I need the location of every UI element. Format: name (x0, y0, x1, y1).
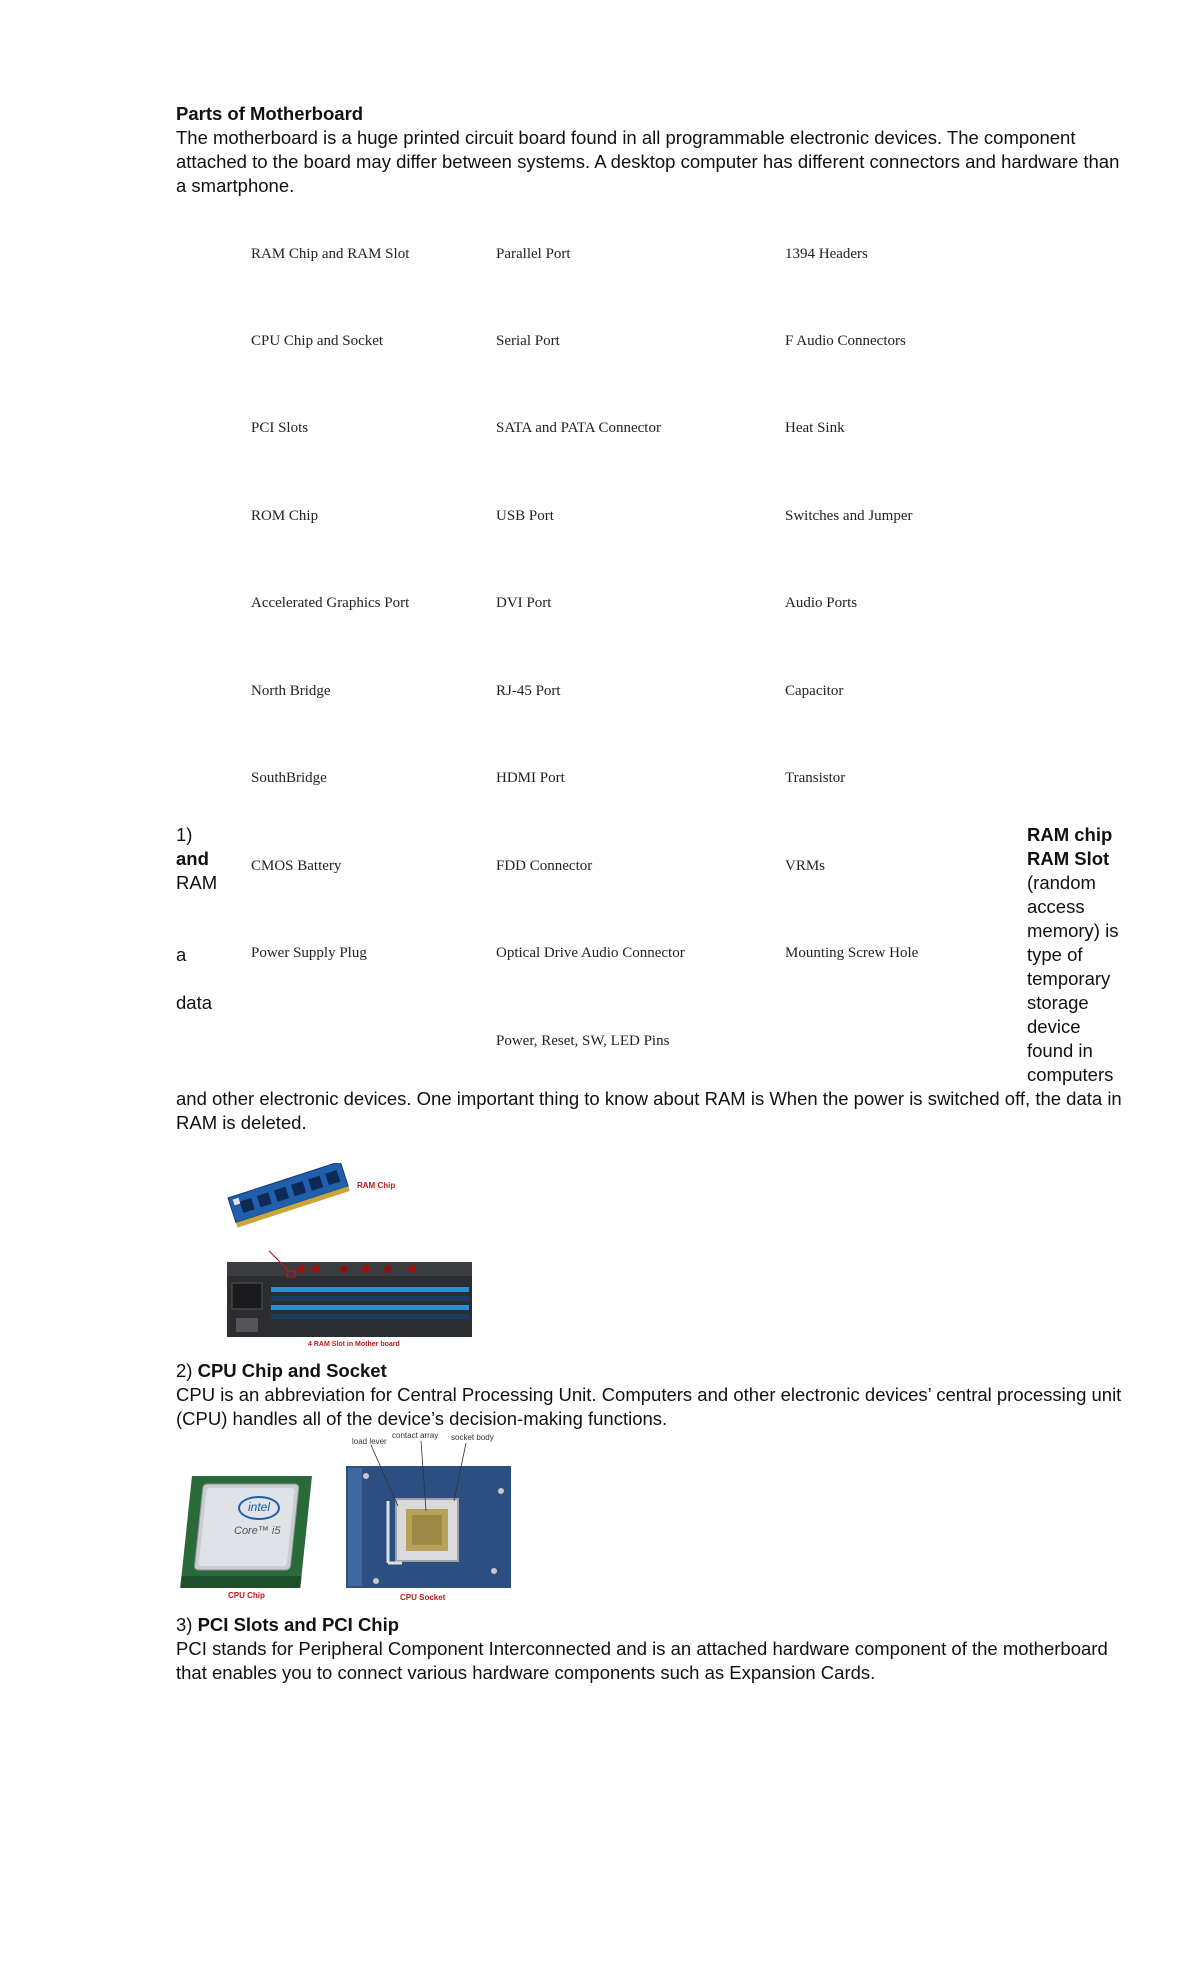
parts-table-cell: USB Port (496, 508, 554, 524)
parts-table-cell: Audio Ports (785, 595, 858, 611)
section2-paragraph: CPU is an abbreviation for Central Processing Unit. Computers and other electronic devices’ central processing unit (CPU) handles all of the device’s decision-making functions. (176, 1384, 1122, 1429)
section1-side-text: (random (1027, 872, 1096, 893)
parts-table-cell: SouthBridge (251, 770, 327, 786)
section1-fragment: a (176, 944, 187, 965)
section1-paragraph: and other electronic devices. One important thing to know about RAM is When the power is switched off, the data in RAM is deleted. (176, 1088, 1122, 1133)
parts-table-cell: Switches and Jumper (785, 508, 913, 524)
intro-paragraph: The motherboard is a huge printed circuit board found in all programmable electronic devices. The component attached to the board may differ between systems. A desktop computer has different connectors and hardware than a smartphone. (176, 127, 1120, 196)
section1-fragment: 1) (176, 824, 193, 845)
parts-table-cell: DVI Port (496, 595, 552, 611)
ram-illustration (176, 1163, 526, 1358)
section1-title: RAM Slot (1027, 848, 1110, 869)
parts-table-cell: ROM Chip (251, 508, 319, 524)
section1-side-text: found in (1027, 1040, 1093, 1061)
parts-table-cell: F Audio Connectors (785, 333, 906, 349)
intel-logo: intel (238, 1496, 280, 1520)
section3-paragraph: PCI stands for Peripheral Component Interconnected and is an attached hardware component of the motherboard that enables you to connect various hardware components such as Expansion Cards. (176, 1638, 1108, 1683)
cpu-chip-caption: CPU Chip (228, 1591, 265, 1600)
section1-side-text: memory) is (1027, 920, 1119, 941)
parts-table-cell: Power, Reset, SW, LED Pins (496, 1033, 670, 1049)
ram-figure (176, 1163, 526, 1358)
section1-side-text: computers (1027, 1064, 1114, 1085)
parts-table-cell: CMOS Battery (251, 858, 342, 874)
parts-table-cell: PCI Slots (251, 420, 309, 436)
parts-table-cell: SATA and PATA Connector (496, 420, 661, 436)
parts-table-cell: Serial Port (496, 333, 560, 349)
cpu-model-label: Core™ i5 (234, 1525, 281, 1537)
parts-table-cell: Parallel Port (496, 246, 571, 262)
parts-table-cell: RJ-45 Port (496, 683, 561, 699)
section1-side-text: temporary (1027, 968, 1111, 989)
parts-table-cell: CPU Chip and Socket (251, 333, 384, 349)
parts-table-cell: Optical Drive Audio Connector (496, 945, 685, 961)
socket-body-caption: socket body (451, 1433, 494, 1442)
cpu-socket-caption: CPU Socket (400, 1593, 446, 1602)
parts-table-cell: VRMs (785, 858, 826, 874)
cpu-figure (176, 1431, 516, 1606)
section1-side-text: storage (1027, 992, 1089, 1013)
section1-title: RAM chip (1027, 824, 1113, 845)
parts-table-cell: FDD Connector (496, 858, 593, 874)
parts-table-cell: 1394 Headers (785, 246, 868, 262)
ram-chip-caption: RAM Chip (357, 1181, 396, 1190)
section1-side-text: access (1027, 896, 1085, 917)
parts-table-cell: North Bridge (251, 683, 331, 699)
ram-slot-caption: 4 RAM Slot in Mother board (308, 1341, 400, 1348)
section1-fragment: data (176, 992, 213, 1013)
parts-table-cell: Heat Sink (785, 420, 845, 436)
section3-heading: 3) PCI Slots and PCI Chip (176, 1614, 400, 1635)
parts-table-cell: Accelerated Graphics Port (251, 595, 410, 611)
section1-fragment: RAM (176, 872, 218, 893)
parts-table-cell: Capacitor (785, 683, 844, 699)
section1-side-text: device (1027, 1016, 1081, 1037)
section1-fragment: and (176, 848, 209, 869)
parts-table-cell: RAM Chip and RAM Slot (251, 246, 410, 262)
cpu-illustration (176, 1431, 516, 1606)
parts-table-cell: Power Supply Plug (251, 945, 367, 961)
parts-table-cell: Transistor (785, 770, 846, 786)
page-title: Parts of Motherboard (176, 103, 364, 124)
contact-array-caption: contact array (392, 1431, 439, 1440)
parts-table-cell: HDMI Port (496, 770, 565, 786)
section1-side-text: type of (1027, 944, 1083, 965)
section2-heading: 2) CPU Chip and Socket (176, 1360, 387, 1381)
parts-table-cell: Mounting Screw Hole (785, 945, 919, 961)
load-lever-caption: load lever (352, 1437, 387, 1446)
